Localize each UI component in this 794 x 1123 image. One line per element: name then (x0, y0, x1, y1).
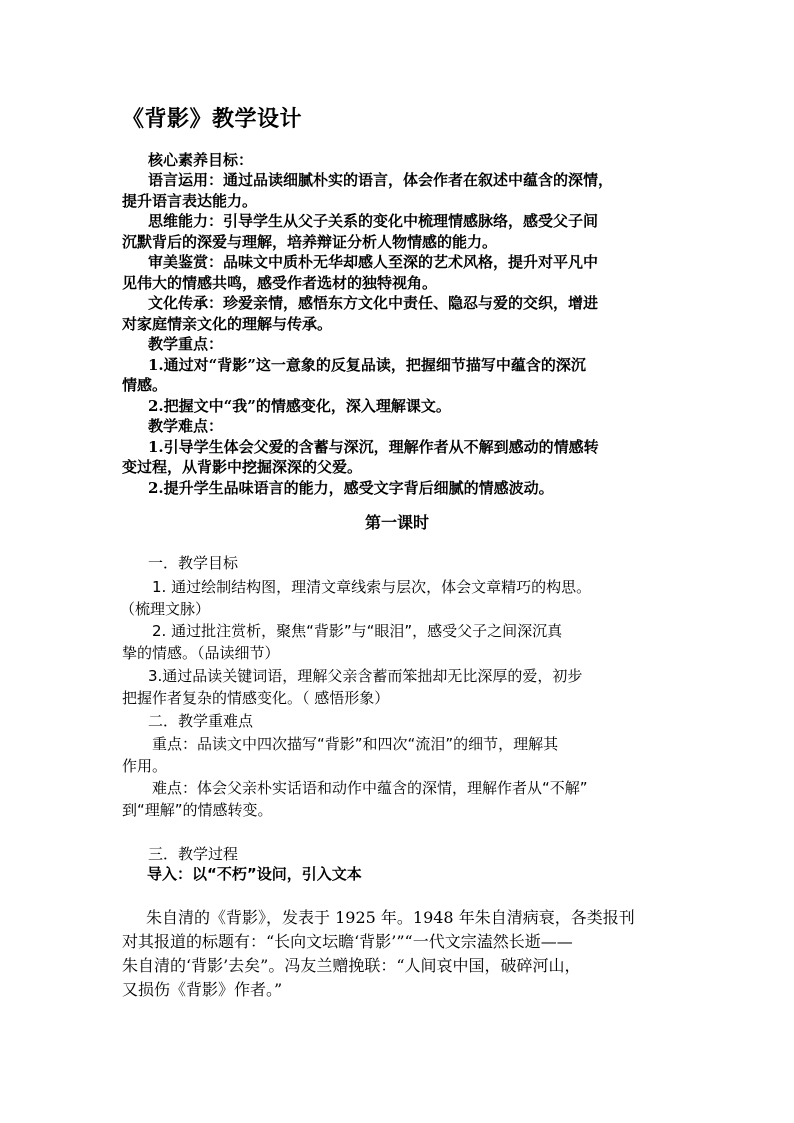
text-line: 作用。 (122, 757, 168, 775)
text-line: 语言运用：通过品读细腻朴实的语言，体会作者在叙述中蕴含的深情， (148, 171, 614, 189)
text-line: 思维能力：引导学生从父子关系的变化中梳理情感脉络，感受父子间 (148, 212, 599, 230)
text-line: 朱自清的《背影》，发表于 1925 年。1948 年朱自清病衰，各类报刊 (146, 908, 635, 927)
section-heading: 二．教学重难点 (148, 712, 254, 730)
text-line: 1.引导学生体会父爱的含蓄与深沉，理解作者从不解到感动的情感转 (148, 438, 599, 456)
text-line: 2. 通过批注赏析，聚焦“背影”与“眼泪”，感受父子之间深沉真 (152, 622, 563, 640)
text-line: 变过程，从背影中挖掘深深的父爱。 (122, 458, 363, 476)
text-line: 1. 通过绘制结构图，理清文章线索与层次，体会文章精巧的构思。 (152, 578, 592, 596)
text-line: 3.通过品读关键词语，理解父亲含蓄而笨拙却无比深厚的爱，初步 (148, 667, 583, 685)
text-line: 对家庭情亲文化的理解与传承。 (122, 315, 333, 333)
core-goals-heading: 核心素养目标： (148, 151, 254, 169)
text-line: 重点：品读文中四次描写“背影”和四次“流泪”的细节，理解其 (152, 735, 559, 753)
text-line: 审美鉴赏：品味文中质朴无华却感人至深的艺术风格，提升对平凡中 (148, 253, 599, 271)
key-points-heading: 教学重点： (148, 335, 224, 353)
text-line: 沉默背后的深爱与理解，培养辩证分析人物情感的能力。 (122, 233, 498, 251)
text-line: 把握作者复杂的情感变化。（ 感悟形象） (122, 689, 390, 707)
lesson-heading: 第一课时 (364, 513, 429, 532)
text-line: 难点：体会父亲朴实话语和动作中蕴含的深情，理解作者从“不解” (152, 779, 588, 797)
text-line: 到“理解”的情感转变。 (122, 801, 273, 819)
text-line: 见伟大的情感共鸣，感受作者选材的独特视角。 (122, 274, 438, 292)
text-line: 对其报道的标题有：“长向文坛瞻‘背影’”“一代文宗溘然长逝—— (122, 932, 573, 951)
text-line: 文化传承：珍爱亲情，感悟东方文化中责任、隐忍与爱的交织，增进 (148, 294, 599, 312)
section-heading: 三．教学过程 (148, 845, 239, 863)
difficulty-heading: 教学难点： (148, 417, 224, 435)
text-line: 2.把握文中“我”的情感变化，深入理解课文。 (148, 397, 451, 415)
text-line: 情感。 (122, 376, 168, 394)
document-title: 《背影》教学设计 (122, 107, 303, 132)
text-line: （梳理文脉） (120, 600, 211, 618)
text-line: 提升语言表达能力。 (122, 192, 258, 210)
text-line: 1.通过对“背影”这一意象的反复品读，把握细节描写中蕴含的深沉 (148, 356, 586, 374)
text-line: 又损伤《背影》作者。” (122, 980, 283, 999)
text-line: 朱自清的‘背影’去矣”。冯友兰赠挽联：“人间哀中国，破碎河山， (122, 956, 581, 975)
intro-heading: 导入：以“不朽”设问，引入文本 (147, 865, 362, 883)
text-line: 2.提升学生品味语言的能力，感受文字背后细腻的情感波动。 (148, 479, 554, 497)
section-heading: 一．教学目标 (148, 554, 239, 572)
text-line: 挚的情感。（品读细节） (122, 644, 280, 662)
